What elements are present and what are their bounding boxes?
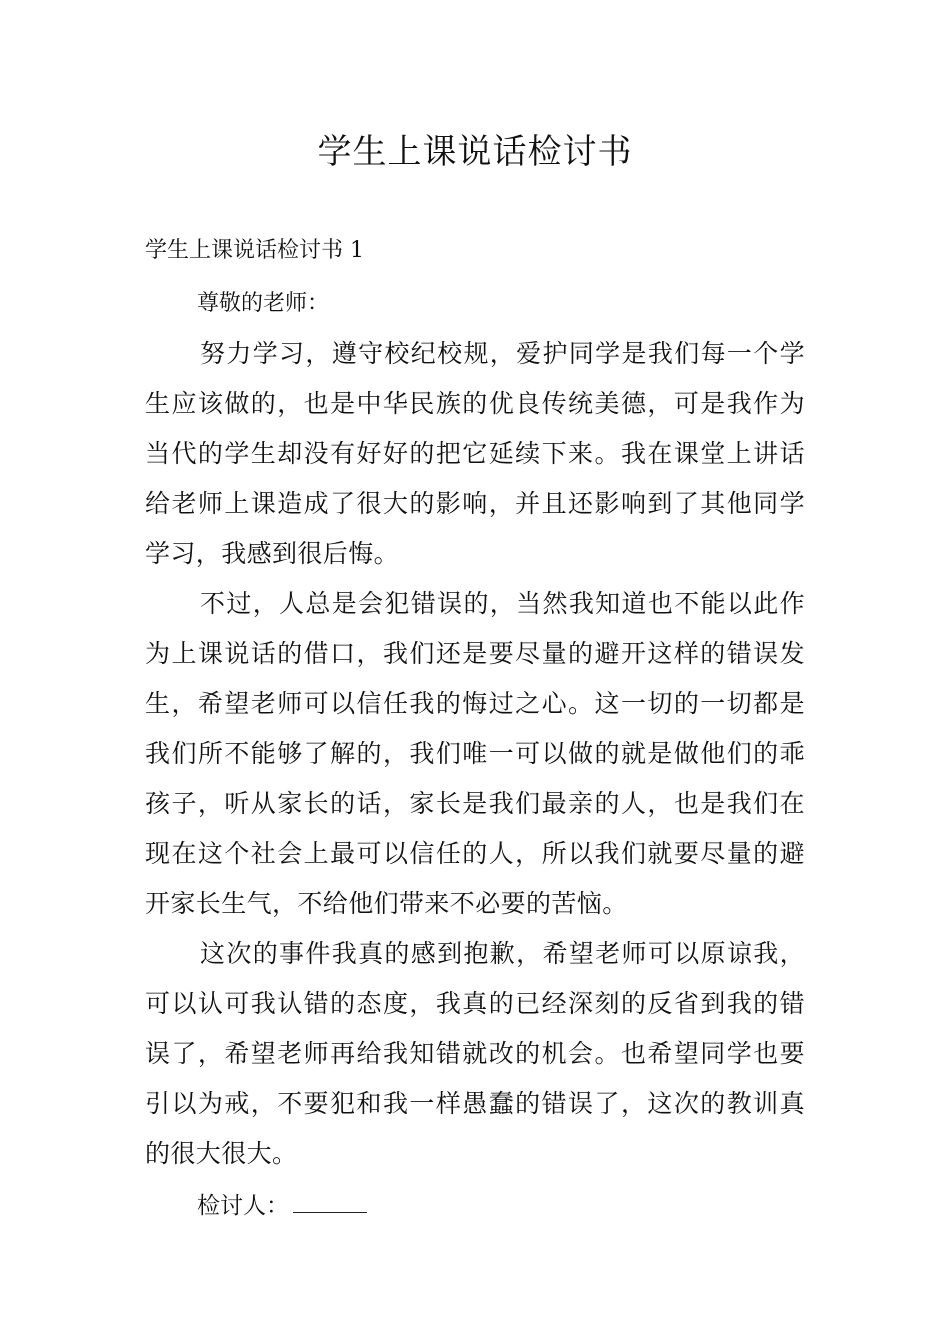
salutation: 尊敬的老师： (197, 291, 330, 316)
signature-label: 检讨人： (197, 1193, 289, 1219)
paragraph-2: 不过，人总是会犯错误的，当然我知道也不能以此作为上课说话的借口，我们还是要尽量的避开这样的错误发生，希望老师可以信任我的悔过之心。这一切的一切都是我们所不能够了解的，我们唯一可以做的就是做他们的乖孩子，听从家长的话，家长是我们最亲的人，也是我们在现在这个社会上最可以信任的人，所以我们就要尽量的避开家长生气，不给他们带来不必要的苦恼。 (145, 589, 805, 918)
paragraph-1: 努力学习，遵守校纪校规，爱护同学是我们每一个学生应该做的，也是中华民族的优良传统美德，可是我作为当代的学生却没有好好的把它延续下来。我在课堂上讲话给老师上课造成了很大的影响，并且还影响到了其他同学学习，我感到很后悔。 (145, 339, 805, 568)
paragraph-3: 这次的事件我真的感到抱歉，希望老师可以原谅我，可以认可我认错的态度，我真的已经深刻的反省到我的错误了，希望老师再给我知错就改的机会。也希望同学也要引以为戒，不要犯和我一样愚蠢的错误了，这次的教训真的很大很大。 (145, 939, 805, 1168)
section-heading: 学生上课说话检讨书 1 (145, 238, 364, 263)
signature-line (145, 1181, 805, 1231)
document-body (145, 226, 805, 1231)
document-title: 学生上课说话检讨书 (317, 132, 633, 172)
signature-blank (293, 1190, 367, 1213)
